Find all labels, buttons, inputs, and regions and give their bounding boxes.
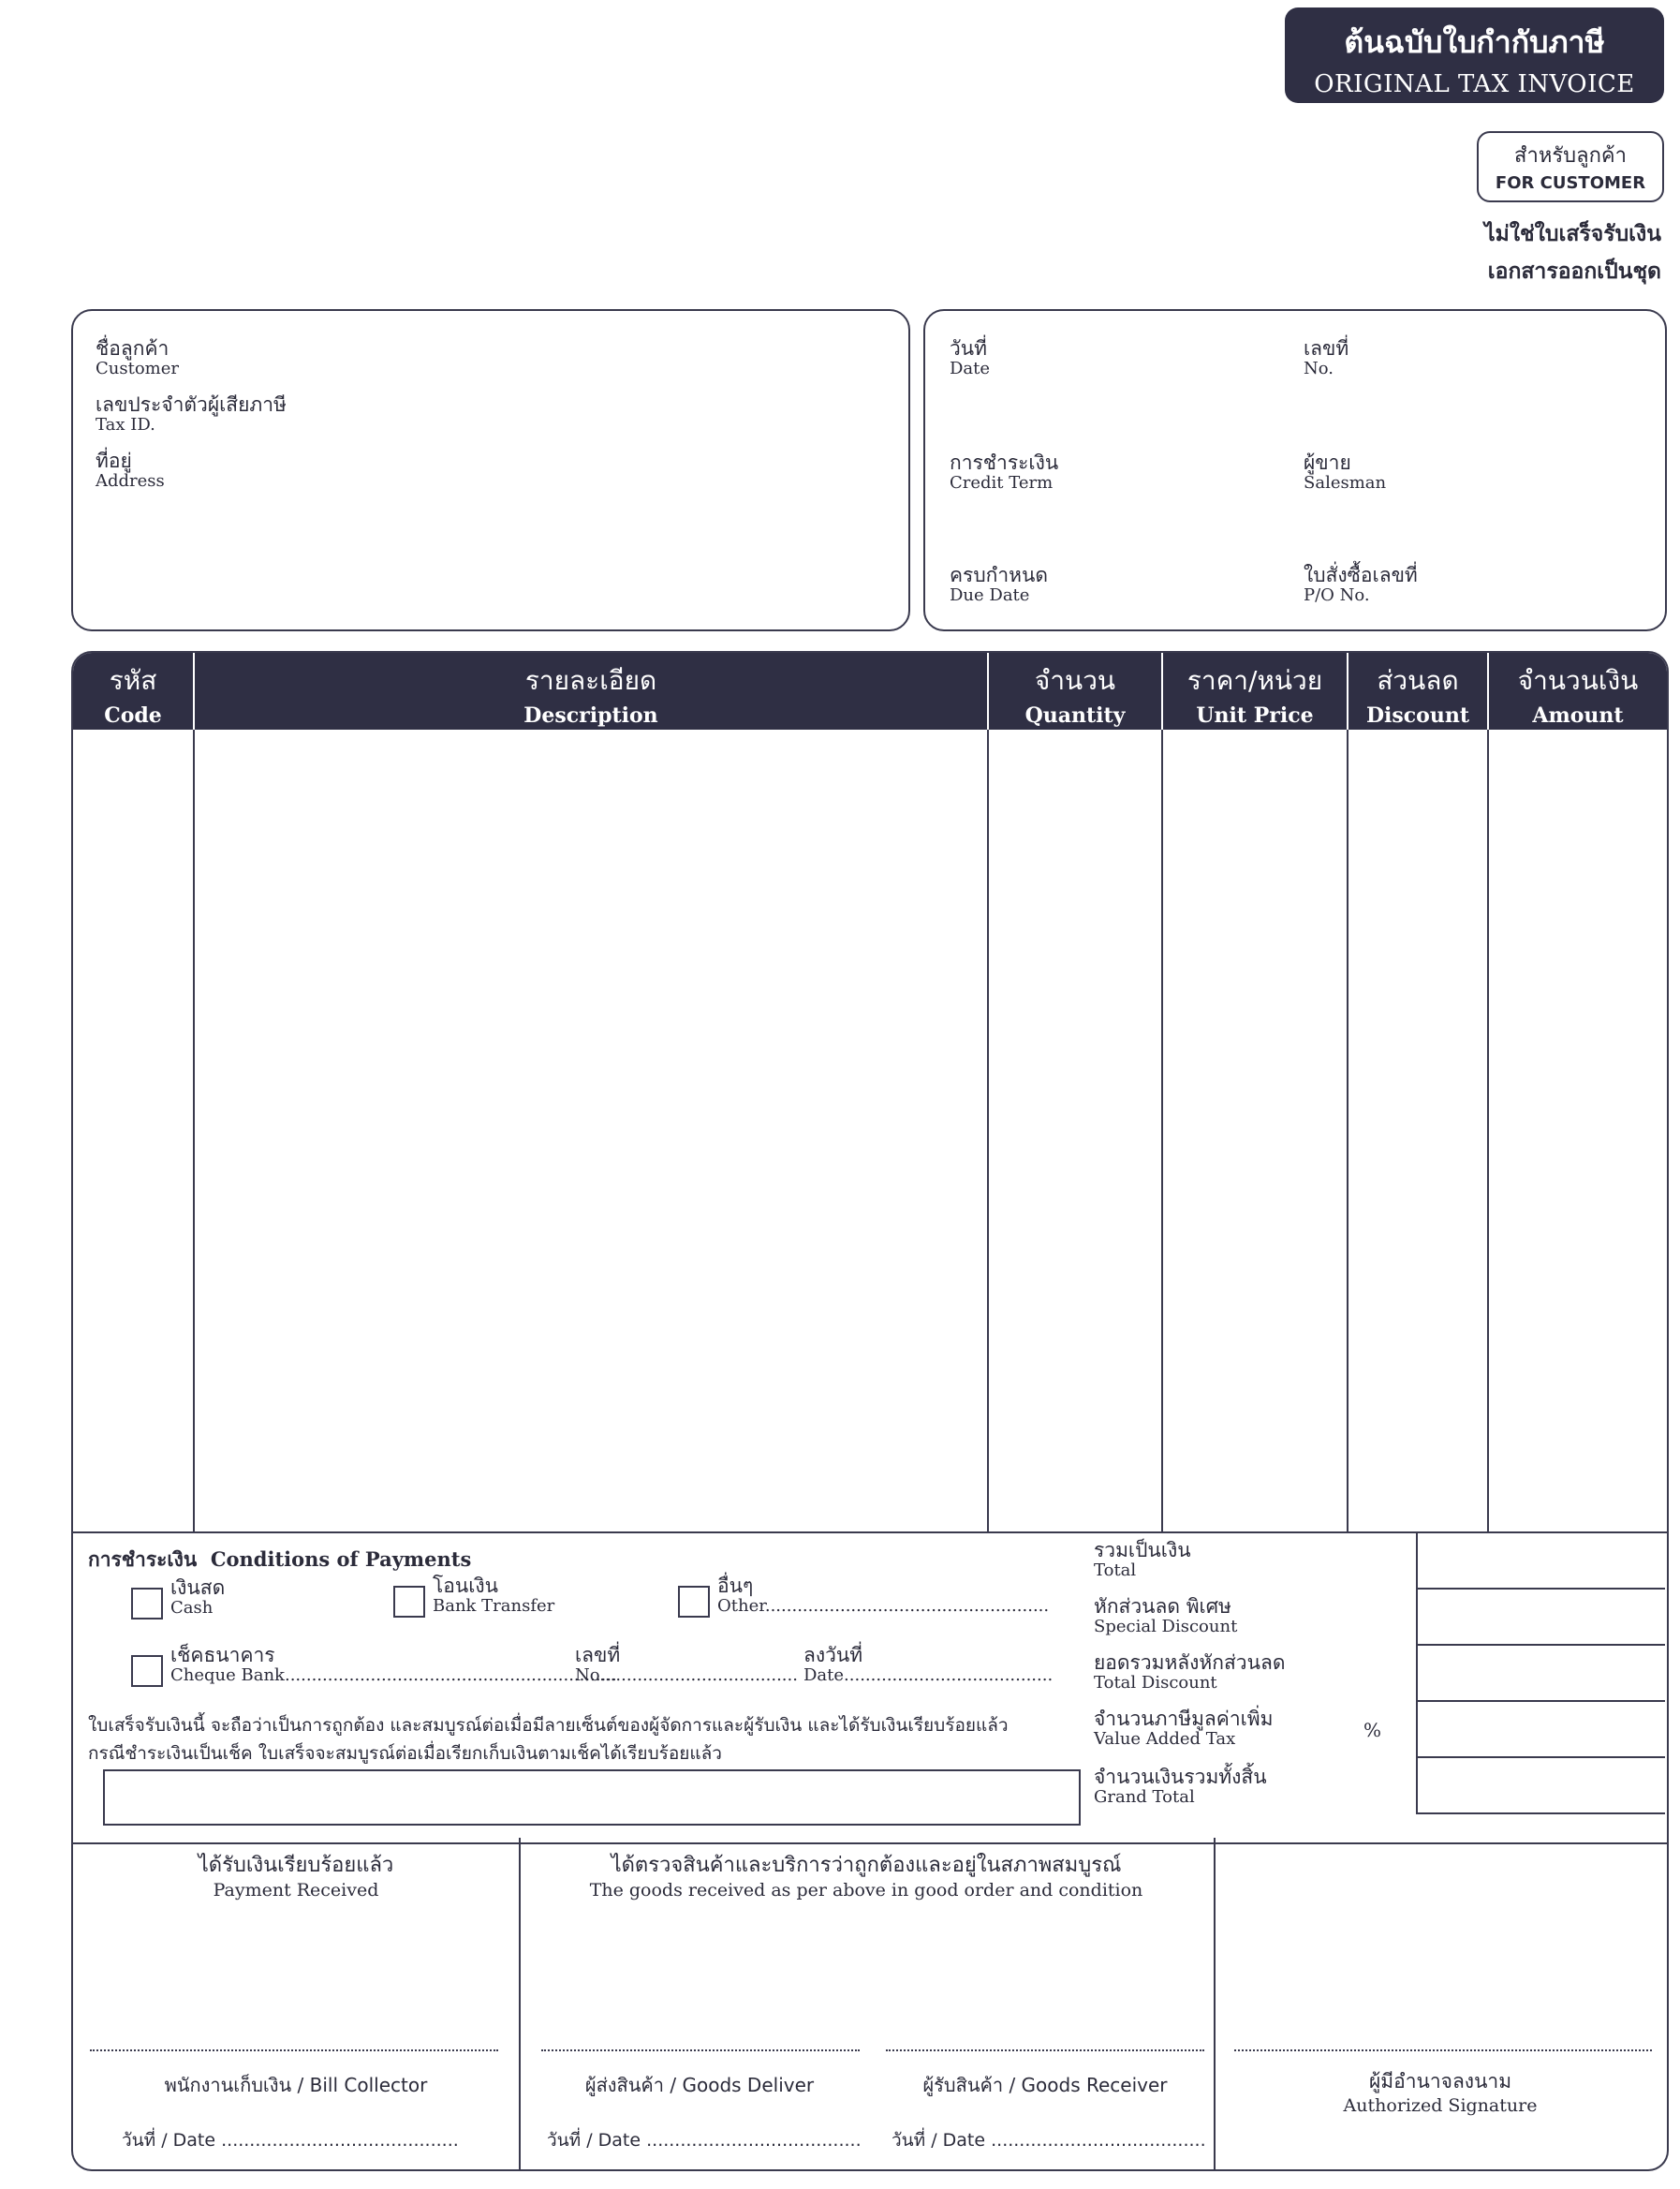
totals-row-line bbox=[1416, 1644, 1665, 1646]
column-divider bbox=[1347, 730, 1348, 1531]
receiver-date-field[interactable]: วันที่ / Date ...................................... bbox=[892, 2130, 1206, 2151]
po-no-label-en: P/O No. bbox=[1304, 585, 1370, 605]
po-no-field[interactable] bbox=[1304, 564, 1418, 605]
col-quantity-header bbox=[989, 653, 1161, 730]
authorized-th: ผู้มีอำนาจลงนาม bbox=[1368, 2070, 1512, 2093]
col-unit-price-th: ราคา/หน่วย bbox=[1186, 665, 1323, 696]
transfer-label-en: Bank Transfer bbox=[433, 1596, 555, 1616]
copy-label-thai: สำหรับลูกค้า bbox=[1514, 144, 1627, 168]
cheque-date-label-en: Date....................................... bbox=[803, 1665, 1054, 1685]
cash-label-th: เงินสด bbox=[170, 1576, 226, 1599]
header-divider bbox=[193, 653, 195, 730]
vat-label-th: จำนวนภาษีมูลค่าเพิ่ม bbox=[1094, 1708, 1274, 1730]
transfer-label-th: โอนเงิน bbox=[433, 1575, 499, 1597]
goods-receiver-label: ผู้รับสินค้า / Goods Receiver bbox=[922, 2074, 1168, 2096]
goods-received-th: ได้ตรวจสินค้าและบริการว่าถูกต้องและอยู่ในสภาพสมบูรณ์ bbox=[611, 1854, 1122, 1877]
authorized-signature-line[interactable] bbox=[1234, 2049, 1652, 2051]
header-divider bbox=[1487, 653, 1489, 730]
copy-label-box bbox=[1477, 131, 1664, 202]
cheque-no-field[interactable] bbox=[575, 1644, 798, 1685]
header-divider bbox=[1347, 653, 1348, 730]
payment-title-th: การชำระเงิน bbox=[88, 1548, 198, 1571]
col-description-th: รายละเอียด bbox=[524, 665, 657, 696]
signature-divider bbox=[1214, 1838, 1216, 2169]
collector-date-field[interactable]: วันที่ / Date .......................................... bbox=[122, 2130, 459, 2151]
document-notes bbox=[1484, 215, 1661, 290]
col-code-en: Code bbox=[104, 703, 162, 728]
payment-received-en: Payment Received bbox=[213, 1880, 379, 1901]
goods-received-heading bbox=[519, 1855, 1214, 1900]
customer-name-field[interactable] bbox=[96, 337, 179, 378]
column-divider bbox=[987, 730, 989, 1531]
cash-label-en: Cash bbox=[170, 1598, 214, 1618]
col-discount-th: ส่วนลด bbox=[1377, 665, 1459, 696]
address-label-en: Address bbox=[96, 471, 165, 491]
col-amount-th: จำนวนเงิน bbox=[1517, 665, 1639, 696]
invoice-no-field[interactable] bbox=[1304, 337, 1348, 378]
col-code-header bbox=[73, 653, 193, 730]
authorized-signature-label bbox=[1216, 2070, 1665, 2115]
totals-row-line bbox=[1416, 1812, 1665, 1814]
salesman-field[interactable] bbox=[1304, 451, 1386, 493]
bill-collector-label: พนักงานเก็บเงิน / Bill Collector bbox=[164, 2074, 428, 2096]
due-date-label-en: Due Date bbox=[950, 585, 1030, 605]
grand-total-en: Grand Total bbox=[1094, 1787, 1195, 1807]
col-description-en: Description bbox=[523, 703, 658, 728]
special-discount-label bbox=[1094, 1595, 1237, 1636]
cheque-option bbox=[170, 1644, 617, 1685]
vat-label-en: Value Added Tax bbox=[1094, 1729, 1236, 1749]
cheque-label-th: เช็คธนาคาร bbox=[170, 1644, 275, 1666]
totals-row-line bbox=[1416, 1700, 1665, 1702]
set-document-note: เอกสารออกเป็นชุด bbox=[1487, 259, 1661, 284]
payment-note bbox=[88, 1711, 1009, 1767]
cash-checkbox[interactable] bbox=[131, 1588, 163, 1620]
col-quantity-en: Quantity bbox=[1024, 703, 1126, 728]
salesman-label-th: ผู้ขาย bbox=[1304, 451, 1351, 474]
salesman-label-en: Salesman bbox=[1304, 473, 1387, 493]
customer-name-label-en: Customer bbox=[96, 359, 179, 378]
cash-option bbox=[170, 1576, 225, 1618]
payment-title-en: Conditions of Payments bbox=[210, 1547, 472, 1571]
col-discount-header bbox=[1348, 653, 1487, 730]
column-divider bbox=[1161, 730, 1163, 1531]
payment-note-line1: ใบเสร็จรับเงินนี้ จะถือว่าเป็นการถูกต้อง และสมบูรณ์ต่อเมื่อมีลายเซ็นต์ของผู้จัดการและผู้รับเงิน และได้รับเงินเรียบร้อยแล้ว bbox=[88, 1715, 1009, 1736]
col-discount-en: Discount bbox=[1365, 703, 1470, 728]
payment-received-heading bbox=[73, 1855, 519, 1900]
total-label-en: Total bbox=[1094, 1560, 1137, 1580]
invoice-info-box bbox=[923, 309, 1667, 631]
special-discount-en: Special Discount bbox=[1094, 1617, 1238, 1636]
payment-conditions-title bbox=[88, 1545, 471, 1575]
cheque-no-label-th: เลขที่ bbox=[575, 1644, 621, 1666]
other-label-th: อื่นๆ bbox=[717, 1575, 754, 1597]
date-field[interactable] bbox=[950, 337, 990, 378]
header-divider bbox=[1161, 653, 1163, 730]
cheque-no-label-en: No..................................... bbox=[575, 1665, 798, 1685]
customer-info-box bbox=[71, 309, 910, 631]
po-no-label-th: ใบสั่งซื้อเลขที่ bbox=[1304, 564, 1418, 586]
col-unit-price-header bbox=[1163, 653, 1347, 730]
total-discount-en: Total Discount bbox=[1094, 1673, 1217, 1693]
authorized-en: Authorized Signature bbox=[1343, 2095, 1538, 2116]
other-label-en: Other..................................................... bbox=[717, 1596, 1050, 1616]
other-checkbox[interactable] bbox=[678, 1586, 710, 1618]
address-field[interactable] bbox=[96, 450, 165, 491]
totals-row-line bbox=[1416, 1588, 1665, 1590]
collector-signature-line[interactable] bbox=[90, 2049, 498, 2051]
bank-transfer-option bbox=[433, 1575, 554, 1616]
tax-id-label-en: Tax ID. bbox=[96, 415, 155, 435]
goods-deliver-label: ผู้ส่งสินค้า / Goods Deliver bbox=[584, 2074, 815, 2096]
invoice-no-label-th: เลขที่ bbox=[1304, 337, 1349, 360]
signature-section bbox=[71, 1838, 1669, 2171]
invoice-no-label-en: No. bbox=[1304, 359, 1334, 378]
total-label-th: รวมเป็นเงิน bbox=[1094, 1539, 1191, 1561]
total-discount-label bbox=[1094, 1651, 1285, 1693]
col-quantity-th: จำนวน bbox=[1034, 665, 1116, 696]
cheque-checkbox[interactable] bbox=[131, 1655, 163, 1687]
table-header bbox=[73, 653, 1667, 730]
table-bottom-divider bbox=[73, 1531, 1667, 1533]
items-table bbox=[71, 651, 1669, 1844]
tax-id-field[interactable] bbox=[96, 393, 287, 435]
not-receipt-note: ไม่ใช่ใบเสร็จรับเงิน bbox=[1484, 222, 1661, 246]
cheque-date-label-th: ลงวันที่ bbox=[803, 1644, 863, 1666]
special-discount-th: หักส่วนลด พิเศษ bbox=[1094, 1595, 1231, 1618]
deliver-date-field[interactable]: วันที่ / Date ...................................... bbox=[547, 2130, 862, 2151]
copy-label-english: FOR CUSTOMER bbox=[1495, 173, 1646, 193]
vat-label bbox=[1094, 1708, 1274, 1749]
title-english: ORIGINAL TAX INVOICE bbox=[1314, 70, 1635, 98]
deliver-signature-line[interactable] bbox=[541, 2049, 860, 2051]
tax-id-label-th: เลขประจำตัวผู้เสียภาษี bbox=[96, 393, 287, 416]
bank-transfer-checkbox[interactable] bbox=[393, 1586, 425, 1618]
cheque-date-field[interactable] bbox=[803, 1644, 1053, 1685]
credit-term-label-en: Credit Term bbox=[950, 473, 1054, 493]
credit-term-label-th: การชำระเงิน bbox=[950, 451, 1059, 474]
credit-term-field[interactable] bbox=[950, 451, 1058, 493]
col-amount-header bbox=[1489, 653, 1667, 730]
vat-percent: % bbox=[1363, 1719, 1382, 1741]
date-label-en: Date bbox=[950, 359, 991, 378]
cheque-label-en: Cheque Bank.............................................................. bbox=[170, 1665, 617, 1685]
totals-column-divider bbox=[1416, 1531, 1418, 1812]
total-label bbox=[1094, 1539, 1191, 1580]
due-date-field[interactable] bbox=[950, 564, 1048, 605]
column-divider bbox=[193, 730, 195, 1531]
payment-received-th: ได้รับเงินเรียบร้อยแล้ว bbox=[198, 1854, 394, 1877]
remarks-box[interactable] bbox=[103, 1769, 1081, 1826]
payment-note-line2: กรณีชำระเงินเป็นเช็ค ใบเสร็จจะสมบูรณ์ต่อเมื่อเรียกเก็บเงินตามเช็คได้เรียบร้อยแล้ว bbox=[88, 1743, 722, 1764]
total-discount-th: ยอดรวมหลังหักส่วนลด bbox=[1094, 1651, 1286, 1674]
goods-received-en: The goods received as per above in good order and condition bbox=[589, 1880, 1143, 1901]
col-unit-price-en: Unit Price bbox=[1196, 703, 1314, 728]
document-title-badge bbox=[1285, 7, 1664, 103]
due-date-label-th: ครบกำหนด bbox=[950, 564, 1048, 586]
receiver-signature-line[interactable] bbox=[886, 2049, 1204, 2051]
grand-total-th: จำนวนเงินรวมทั้งสิ้น bbox=[1094, 1766, 1267, 1788]
col-amount-en: Amount bbox=[1532, 703, 1624, 728]
customer-name-label-th: ชื่อลูกค้า bbox=[96, 337, 169, 360]
column-divider bbox=[1487, 730, 1489, 1531]
address-label-th: ที่อยู่ bbox=[96, 450, 132, 472]
date-label-th: วันที่ bbox=[950, 337, 987, 360]
col-code-th: รหัส bbox=[109, 665, 157, 696]
col-description-header bbox=[195, 653, 987, 730]
grand-total-label bbox=[1094, 1766, 1267, 1807]
other-option bbox=[717, 1575, 1049, 1616]
totals-row-line bbox=[1416, 1756, 1665, 1758]
title-thai: ต้นฉบับใบกำกับภาษี bbox=[1344, 24, 1605, 60]
header-divider bbox=[987, 653, 989, 730]
